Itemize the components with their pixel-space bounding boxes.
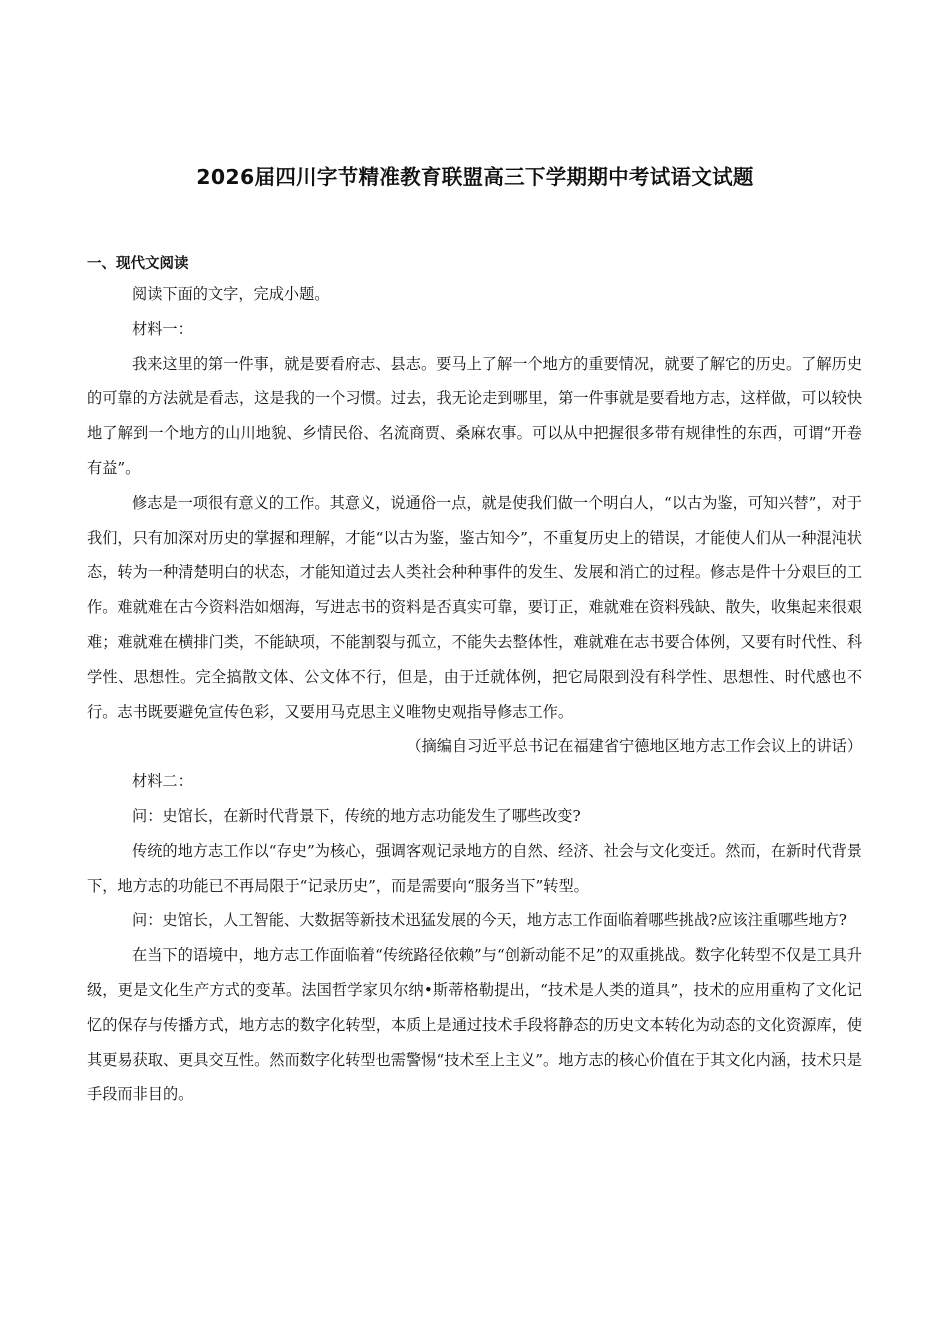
material-two-question-2: 问：史馆长，人工智能、大数据等新技术迅猛发展的今天，地方志工作面临着哪些挑战?应该注重哪些地方?: [132, 911, 847, 930]
reading-passage: [87, 277, 862, 1112]
material-two-label: 材料二：: [132, 772, 193, 791]
material-one-paragraph-1: 我来这里的第一件事，就是要看府志、县志。要马上了解一个地方的重要情况，就要了解它的历史。了解历史的可靠的方法就是看志，这是我的一个习惯。过去，我无论走到哪里，第一件事就是要看地方志，这样做，可以较快地了解到一个地方的山川地貌、乡情民俗、名流商贾、桑麻农事。可以从中把握很多带有规律性的东西，可谓“开卷有益”。: [87, 354, 862, 477]
material-one-label: 材料一：: [132, 319, 193, 338]
material-two-answer-1: 传统的地方志工作以“存史”为核心，强调客观记录地方的自然、经济、社会与文化变迁。然而，在新时代背景下，地方志的功能已不再局限于“记录历史”，而是需要向“服务当下”转型。: [87, 841, 862, 895]
material-two-answer-2: 在当下的语境中，地方志工作面临着“传统路径依赖”与“创新动能不足”的双重挑战。数字化转型不仅是工具升级，更是文化生产方式的变革。法国哲学家贝尔纳•斯蒂格勒提出，“技术是人类的道具”，技术的应用重构了文化记忆的保存与传播方式，地方志的数字化转型，本质上是通过技术手段将静态的历史文本转化为动态的文化资源库，使其更易获取、更具交互性。然而数字化转型也需警惕“技术至上主义”。地方志的核心价值在于其文化内涵，技术只是手段而非目的。: [87, 946, 862, 1104]
material-one-source: （摘编自习近平总书记在福建省宁德地区地方志工作会议上的讲话）: [406, 737, 862, 756]
material-two-question-1: 问：史馆长，在新时代背景下，传统的地方志功能发生了哪些改变?: [132, 806, 581, 825]
section-heading: 一、现代文阅读: [87, 256, 189, 272]
instruction-text: 阅读下面的文字，完成小题。: [132, 285, 330, 303]
document-title: 2026届四川字节精准教育联盟高三下学期期中考试语文试题: [196, 165, 754, 189]
material-one-paragraph-2: 修志是一项很有意义的工作。其意义，说通俗一点，就是使我们做一个明白人，“以古为鉴，可知兴替”，对于我们，只有加深对历史的掌握和理解，才能“以古为鉴，鉴古知今”，不重复历史上的错误，才能使人们从一种混沌状态，转为一种清楚明白的状态，才能知道过去人类社会种种事件的发生、发展和消亡的过程。修志是件十分艰巨的工作。难就难在古今资料浩如烟海，写进志书的资料是否真实可靠，要订正，难就难在资料残缺、散失，收集起来很艰难；难就难在横排门类，不能缺项，不能割裂与孤立，不能失去整体性，难就难在志书要合体例，又要有时代性、科学性、思想性。完全搞散文体、公文体不行，但是，由于迁就体例，把它局限到没有科学性、思想性、时代感也不行。志书既要避免宣传色彩，又要用马克思主义唯物史观指导修志工作。: [87, 493, 862, 721]
